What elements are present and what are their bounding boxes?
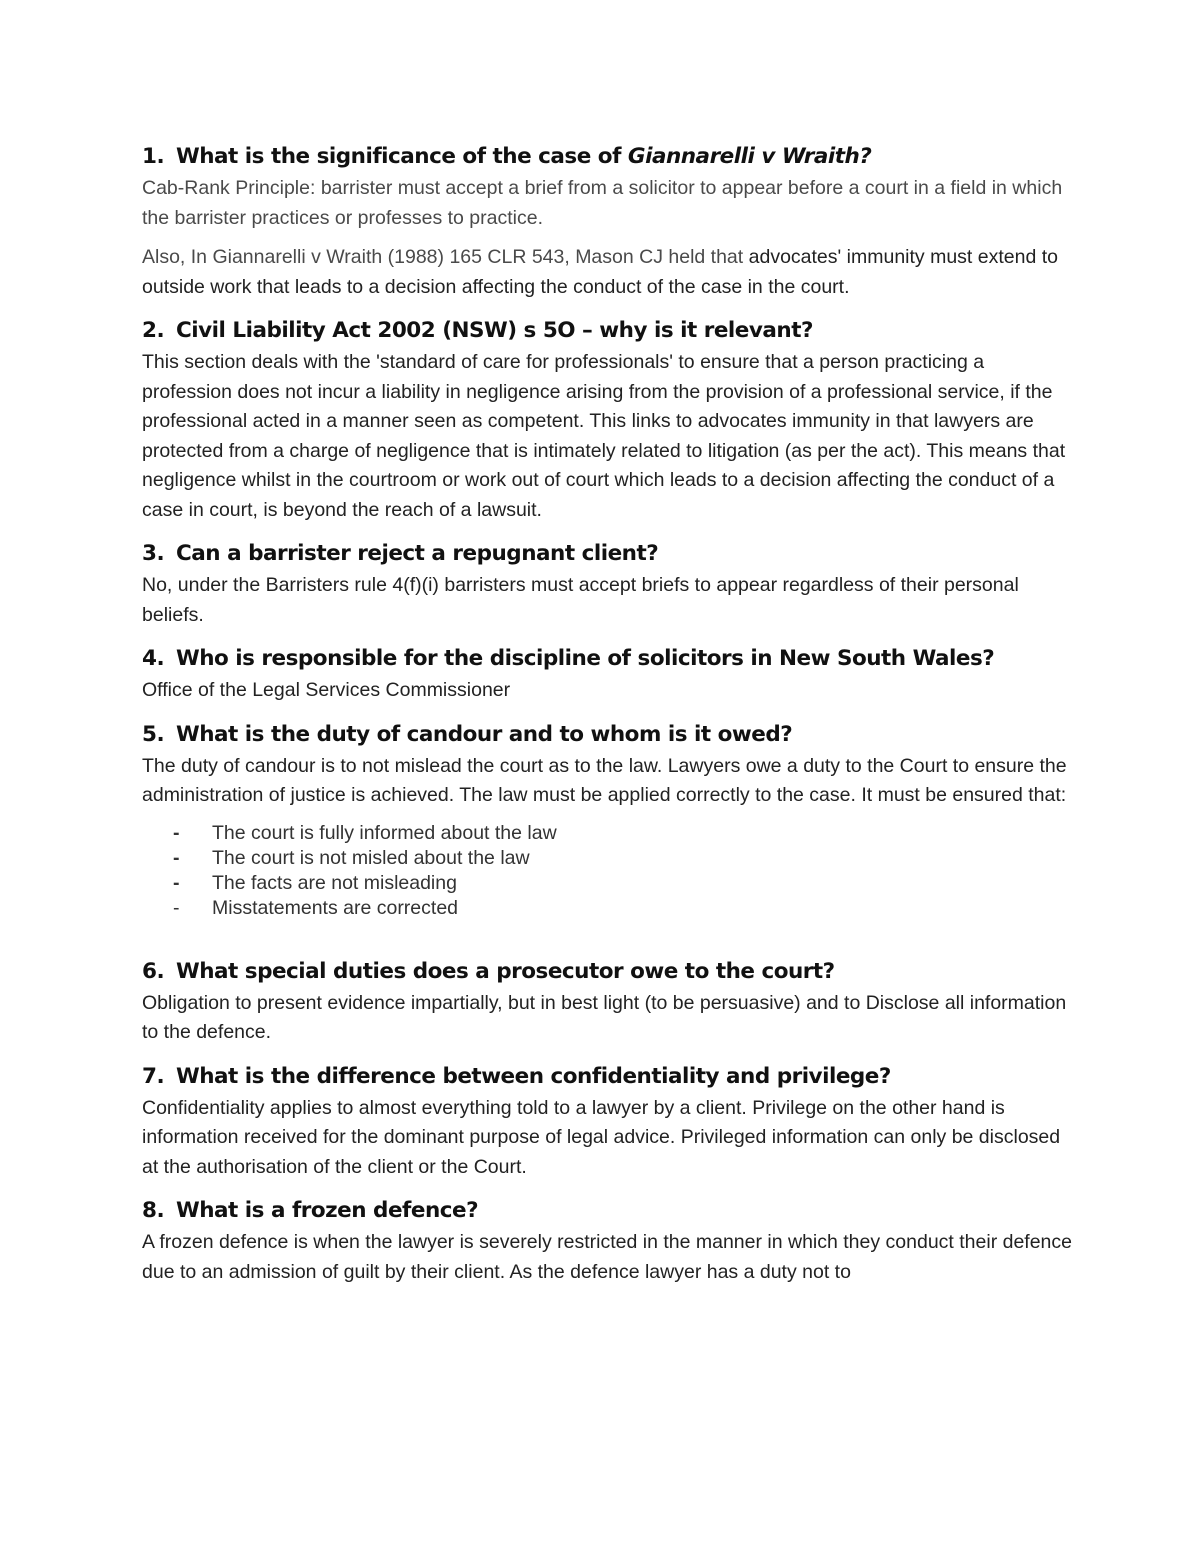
question-title: What is a frozen defence?: [176, 1198, 479, 1223]
question-heading-5: [142, 718, 1072, 752]
dash-bullet: -: [173, 871, 180, 894]
document-body: [142, 140, 1072, 1287]
question-heading-1: [142, 140, 1072, 174]
question-title: Who is responsible for the discipline of solicitors in New South Wales?: [176, 646, 995, 671]
question-title: What is the significance of the case of: [176, 144, 628, 169]
answer-paragraph: This section deals with the 'standard of care for professionals' to ensure that a person practicing a profession does not incur a liability in negligence arising from the provision of a professional service, if the professional acted in a manner seen as competent. This links to advocates immunity in that lawyers are protected from a charge of negligence that is intimately related to litigation (as per the act). This means that negligence whilst in the courtroom or work out of court which leads to a decision affecting the conduct of a case in court, is beyond the reach of a lawsuit.: [142, 351, 1066, 521]
answer-text: advocates' immunity must extend to outside work that leads to a decision affecting the conduct of the case in the court.: [142, 246, 1058, 298]
answer-paragraph: Cab-Rank Principle: barrister must accept a brief from a solicitor to appear before a court in a field in which the barrister practices or professes to practice.: [142, 177, 1063, 229]
answer-paragraph: A frozen defence is when the lawyer is severely restricted in the manner in which they conduct their defence due to an admission of guilt by their client. As the defence lawyer has a duty not to: [142, 1231, 1072, 1283]
list-item: - The facts are not misleading: [173, 871, 457, 894]
question-number: 1.: [142, 144, 165, 169]
answer-paragraph: Confidentiality applies to almost everything told to a lawyer by a client. Privilege on the other hand is information received for the dominant purpose of legal advice. Privileged information can only be disclosed at the authorisation of the client or the Court.: [142, 1096, 1061, 1178]
answer-text-gray: Also, In Giannarelli v Wraith (1988) 165 CLR 543, Mason CJ held that: [142, 246, 749, 268]
question-number: 5.: [142, 721, 165, 747]
question-heading-6: [142, 955, 1072, 989]
question-number: 7.: [142, 1063, 165, 1089]
question-heading-2: [142, 314, 1072, 348]
question-number: 6.: [142, 958, 165, 984]
bullet-list: [142, 821, 1072, 921]
dash-bullet: -: [173, 896, 180, 919]
dash-bullet: -: [173, 821, 180, 844]
answer-paragraph: Office of the Legal Services Commissioner: [142, 679, 511, 701]
question-title: What special duties does a prosecutor owe to the court?: [176, 958, 835, 984]
dash-bullet: -: [173, 846, 180, 869]
question-title: What is the difference between confidentiality and privilege?: [176, 1063, 891, 1089]
question-number: 8.: [142, 1198, 165, 1223]
question-title: Can a barrister reject a repugnant client?: [176, 541, 659, 566]
list-item: - Misstatements are corrected: [173, 896, 459, 919]
question-number: 4.: [142, 646, 165, 671]
question-heading-8: [142, 1194, 1072, 1228]
answer-paragraph: [142, 243, 1072, 302]
question-number: 3.: [142, 541, 165, 566]
answer-paragraph: The duty of candour is to not mislead the court as to the law. Lawyers owe a duty to the Court to ensure the administration of justice is achieved. The law must be applied correctly to the case. It must be ensured that:: [142, 754, 1067, 806]
answer-paragraph: No, under the Barristers rule 4(f)(i) barristers must accept briefs to appear regardless of their personal beliefs.: [142, 574, 1019, 626]
case-name: Giannarelli v Wraith?: [627, 144, 872, 169]
question-heading-3: [142, 537, 1072, 571]
list-item: - The court is fully informed about the law: [173, 821, 557, 844]
question-title: Civil Liability Act 2002 (NSW) s 5O – why is it relevant?: [176, 318, 813, 343]
answer-paragraph: Obligation to present evidence impartially, but in best light (to be persuasive) and to Disclose all information to the defence.: [142, 991, 1067, 1043]
list-item: - The court is not misled about the law: [173, 846, 530, 869]
question-heading-7: [142, 1060, 1072, 1094]
question-number: 2.: [142, 318, 165, 343]
question-heading-4: [142, 642, 1072, 676]
question-title: What is the duty of candour and to whom is it owed?: [176, 721, 793, 747]
